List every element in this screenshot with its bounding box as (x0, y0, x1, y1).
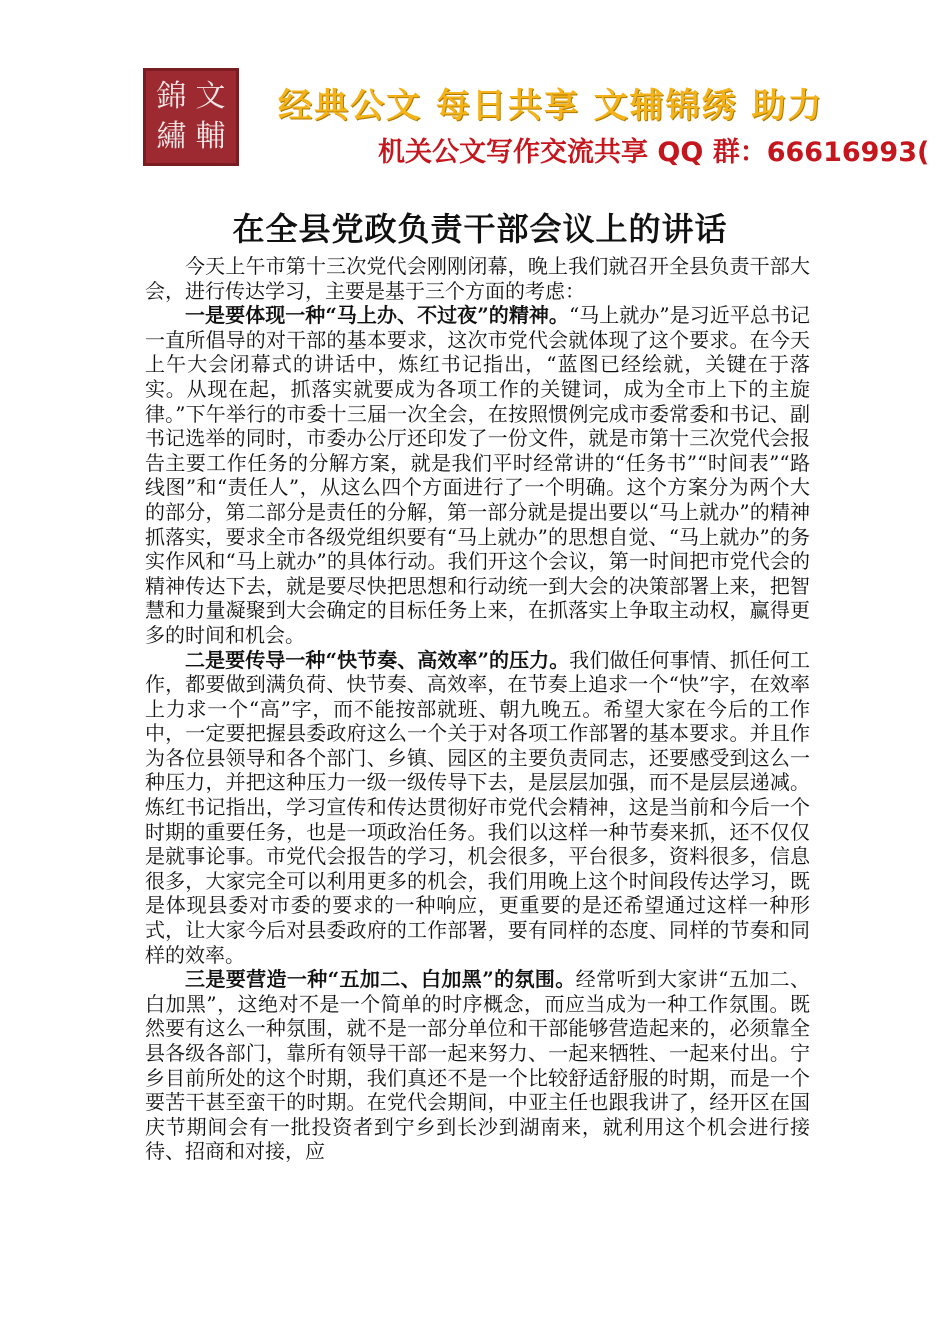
point-2-body: 我们做任何事情、抓任何工作，都要做到满负荷、快节奏、高效率，在节奏上追求一个“快”字，在效率上力求一个“高”字，而不能按部就班、朝九晚五。希望大家在今后的工作中，一定要把握县委政府这么一个关于对各项工作部署的基本要求。并且作为各位县领导和各个部门、乡镇、园区的主要负责同志，还要感受到这么一种压力，并把这种压力一级一级传导下去，是层层加强，而不是层层递减。炼红书记指出，学习宣传和传达贯彻好市党代会精神，这是当前和今后一个时期的重要任务，也是一项政治任务。我们以这样一种节奏来抓，还不仅仅是就事论事。市党代会报告的学习，机会很多，平台很多，资料很多，信息很多，大家完全可以利用更多的机会，我们用晚上这个时间段传达学习，既是体现县委对市委的要求的一种响应，更重要的是还希望通过这样一种形式，让大家今后对县委政府的工作部署，要有同样的态度、同样的节奏和同样的效率。 (145, 647, 811, 967)
point-2-paragraph (145, 648, 810, 968)
point-3-heading: 三是要营造一种“五加二、白加黑”的氛围。 (185, 967, 576, 992)
point-3-body: 经常听到大家讲“五加二、白加黑”，这绝对不是一个简单的时序概念，而应当成为一种工作氛围。既然要有这么一种氛围，就不是一部分单位和干部能够营造起来的，必须靠全县各级各部门，靠所有领导干部一起来努力、一起来牺牲、一起来付出。宁乡目前所处的这个时期，我们真还不是一个比较舒适舒服的时期，而是一个要苦干甚至蛮干的时期。在党代会期间，中亚主任也跟我讲了，经开区在国庆节期间会有一批投资者到宁乡到长沙到湖南来，就利用这个机会进行接待、招商和对接，应 (145, 967, 810, 1164)
point-3-paragraph (145, 967, 810, 1164)
seal-char: 繡 (156, 119, 187, 154)
point-2-heading: 二是要传导一种“快节奏、高效率”的压力。 (185, 647, 570, 672)
point-1-paragraph (145, 303, 810, 647)
document-title: 在全县党政负责干部会议上的讲话 (232, 210, 728, 249)
header-banner (143, 68, 950, 168)
seal-logo (143, 68, 239, 166)
seal-char: 錦 (156, 79, 187, 114)
banner-slogan: 经典公文 每日共享 文辅锦绣 助力 (278, 86, 824, 126)
seal-char: 文 (195, 79, 226, 114)
point-1-body: “马上就办”是习近平总书记一直所倡导的对干部的基本要求，这次市党代会就体现了这个要求。在今天上午大会闭幕式的讲话中，炼红书记指出，“蓝图已经绘就，关键在于落实。从现在起，抓落实就要成为各项工作的关键词，成为全市上下的主旋律。”下午举行的市委十三届一次全会，在按照惯例完成市委常委和书记、副书记选举的同时，市委办公厅还印发了一份文件，就是市第十三次党代会报告主要工作任务的分解方案，就是我们平时经常讲的“任务书”“时间表”“路线图”和“责任人”，从这么四个方面进行了一个明确。这个方案分为两个大的部分，第二部分是责任的分解，第一部分就是提出要以“马上就办”的精神抓落实，要求全市各级党组织要有“马上就办”的思想自觉、“马上就办”的务实作风和“马上就办”的具体行动。我们开这个会议，第一时间把市党代会的精神传达下去，就是要尽快把思想和行动统一到大会的决策部署上来，把智慧和力量凝聚到大会确定的目标任务上来，在抓落实上争取主动权，赢得更多的时间和机会。 (145, 303, 810, 647)
document-body (145, 254, 810, 1164)
point-1-heading: 一是要体现一种“马上办、不过夜”的精神。 (185, 303, 569, 328)
banner-qq-group: 机关公文写作交流共享 QQ 群：66616993( (378, 137, 930, 168)
seal-char: 輔 (195, 119, 226, 154)
intro-paragraph: 今天上午市第十三次党代会刚刚闭幕，晚上我们就召开全县负责干部大会，进行传达学习，主要是基于三个方面的考虑： (145, 254, 810, 303)
